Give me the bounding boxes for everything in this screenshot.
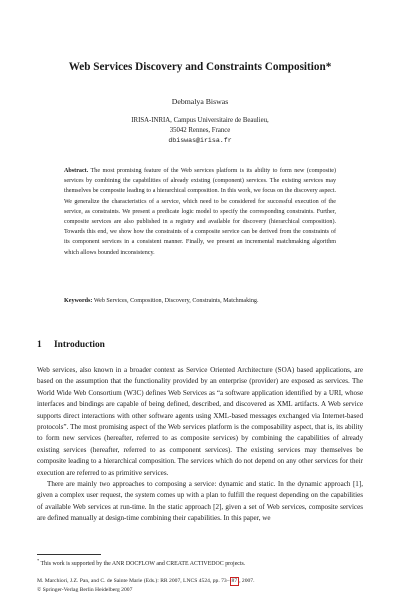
affiliation-line-2: 35042 Rennes, France bbox=[169, 127, 231, 134]
footnote-rule bbox=[37, 554, 101, 555]
paper-title: Web Services Discovery and Constraints Composition* bbox=[68, 61, 332, 73]
keywords bbox=[64, 296, 336, 306]
footnote bbox=[37, 557, 363, 568]
footnote-mark: * bbox=[37, 558, 40, 563]
section-number: 1 bbox=[37, 340, 42, 350]
publication-citation bbox=[37, 577, 363, 594]
author-name: Debmalya Biswas bbox=[171, 97, 229, 106]
author-affiliation bbox=[20, 116, 380, 146]
footnote-text: This work is supported by the ANR DOCFLOW and CREATE ACTIVEDOC projects. bbox=[40, 561, 246, 567]
section-heading bbox=[37, 340, 357, 350]
affiliation-line-1: IRISA-INRIA, Campus Universitaire de Beaulieu, bbox=[131, 117, 269, 124]
body-text bbox=[37, 365, 363, 525]
citation-prefix: M. Marchiori, J.Z. Pan, and C. de Sainte Marie (Eds.): RR 2007, LNCS 4524, pp. 73– bbox=[37, 578, 230, 584]
keywords-text: Web Services, Composition, Discovery, Constraints, Matchmaking. bbox=[93, 298, 259, 304]
keywords-label: Keywords: bbox=[64, 298, 93, 304]
paragraph: Web services, also known in a broader context as Service Oriented Architecture (SOA) based applications, are based on the assumption that the functionality provided by an enterprise (provider) are exposed as services. The World Wide Web Consortium (W3C) defines Web Services as “a software application identified by a URI, whose interfaces and bindings are capable of being defined, described, and discovered as XML artifacts. A Web service supports direct interactions with other software agents using XML-based messages exchanged via Internet-based protocols”. The most promising aspect of the Web services platform is the composability aspect, that is, its ability to form new services (hereafter, referred to as composite services) by combining the capabilities of already existing services (hereafter, referred to as component services). The existing services may themselves be composite leading to a hierarchical composition. The services which do not depend on any other services for their execution are referred to as primitive services. bbox=[37, 366, 363, 477]
section-title: Introduction bbox=[54, 340, 105, 350]
author-email: dbiswas@irisa.fr bbox=[168, 137, 232, 144]
page-number-link[interactable]: 87 bbox=[231, 578, 238, 584]
citation-line-1 bbox=[37, 577, 363, 586]
abstract-text: The most promising feature of the Web services platform is its ability to form new (composite) services by combining the capabilities of already existing (component) services. The existing services may themselves be composite leading to a hierarchical composition. In this work, we focus on the discovery aspect. We generalize the characteristics of a service, which need to be considered for successful execution of the service, as constraints. We present a predicate logic model to specify the corresponding constraints. Further, composite services are also published in a registry and available for discovery (hierarchical composition). Towards this end, we show how the constraints of a composite service can be derived from the constraints of its component services in a consistent manner. Finally, we present an incremental matchmaking algorithm which allows bounded inconsistency. bbox=[64, 168, 336, 256]
abstract-label: Abstract. bbox=[64, 168, 89, 174]
copyright-line: © Springer-Verlag Berlin Heidelberg 2007 bbox=[37, 587, 133, 593]
paragraph: There are mainly two approaches to composing a service: dynamic and static. In the dynamic approach [1], given a complex user request, the system comes up with a plan to fulfill the request depending on the capabilities of available Web services at run-time. In the static approach [2], given a set of Web services, composite services are defined manually at design-time combining their capabilities. In this paper, we bbox=[37, 480, 363, 523]
abstract bbox=[64, 166, 336, 258]
citation-suffix: , 2007. bbox=[239, 578, 255, 584]
